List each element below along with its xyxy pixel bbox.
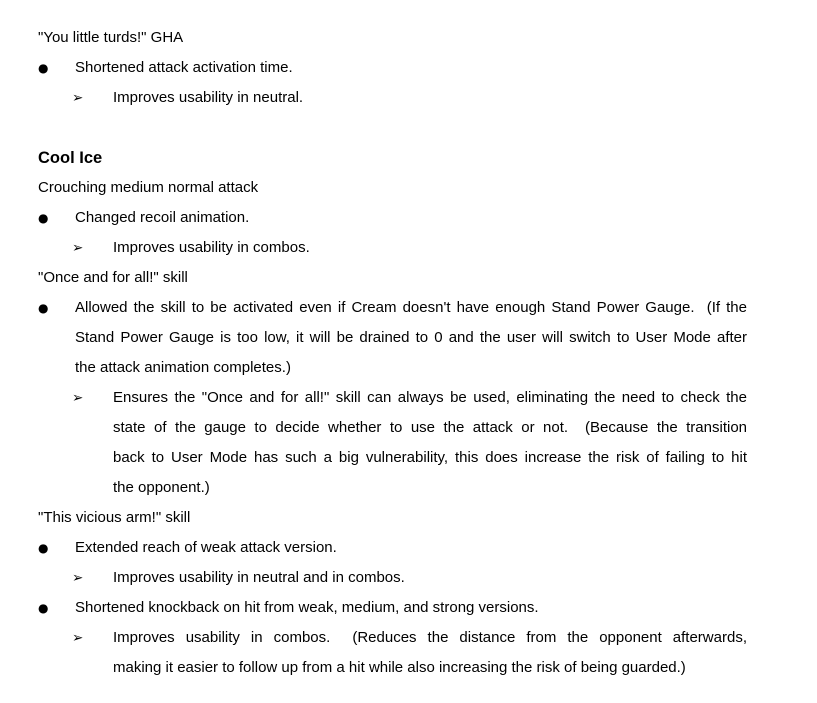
bullet-line: Allowed the skill to be activated even if Cream doesn't have enough Stand Power Gauge. (If the bbox=[75, 299, 747, 316]
bullet-icon: ● bbox=[38, 601, 49, 615]
arrow-bullet-icon: ➢ bbox=[72, 240, 84, 256]
bullet-item bbox=[38, 53, 747, 83]
bullet-line: Extended reach of weak attack version. bbox=[75, 539, 337, 556]
arrow-bullet-icon: ➢ bbox=[72, 390, 84, 406]
sub-bullet-line: making it easier to follow up from a hit while also increasing the risk of being guarded.) bbox=[113, 659, 686, 676]
sub-bullet-line: state of the gauge to decide whether to use the attack or not. (Because the transition bbox=[113, 419, 747, 436]
sub-bullet-line: the opponent.) bbox=[113, 479, 210, 496]
paragraph-crouching-attack: Crouching medium normal attack bbox=[38, 179, 259, 196]
bullet-line: Stand Power Gauge is too low, it will be drained to 0 and the user will switch to User Mode after bbox=[75, 329, 747, 346]
bullet-text bbox=[75, 593, 747, 623]
bullet-item bbox=[38, 533, 747, 563]
sub-bullet-text bbox=[113, 233, 747, 263]
sub-bullet-line: Improves usability in neutral and in combos. bbox=[113, 569, 405, 586]
bullet-text bbox=[75, 293, 747, 383]
sub-bullet-line: Ensures the "Once and for all!" skill can always be used, eliminating the need to check the bbox=[113, 389, 747, 406]
sub-bullet-item bbox=[38, 623, 747, 683]
sub-bullet-text bbox=[113, 563, 747, 593]
bullet-icon: ● bbox=[38, 211, 49, 225]
arrow-bullet-icon: ➢ bbox=[72, 90, 84, 106]
bullet-item bbox=[38, 293, 747, 383]
sub-bullet-item bbox=[38, 383, 747, 503]
sub-bullet-line: Improves usability in combos. (Reduces the distance from the opponent afterwards, bbox=[113, 629, 747, 646]
bullet-icon: ● bbox=[38, 301, 49, 315]
bullet-line: Shortened knockback on hit from weak, medium, and strong versions. bbox=[75, 599, 539, 616]
paragraph-this-vicious-arm-skill: "This vicious arm!" skill bbox=[38, 509, 191, 526]
sub-bullet-item bbox=[38, 83, 747, 113]
sub-bullet-text bbox=[113, 383, 747, 503]
bullet-line: Shortened attack activation time. bbox=[75, 59, 293, 76]
paragraph-once-and-for-all-skill: "Once and for all!" skill bbox=[38, 269, 188, 286]
bullet-text bbox=[75, 533, 747, 563]
section-heading-cool-ice: Cool Ice bbox=[38, 149, 103, 167]
bullet-icon: ● bbox=[38, 61, 49, 75]
sub-bullet-text bbox=[113, 83, 747, 113]
sub-bullet-item bbox=[38, 233, 747, 263]
bullet-item bbox=[38, 203, 747, 233]
bullet-icon: ● bbox=[38, 541, 49, 555]
sub-bullet-line: Improves usability in combos. bbox=[113, 239, 310, 256]
arrow-bullet-icon: ➢ bbox=[72, 630, 84, 646]
patch-notes-document bbox=[38, 23, 747, 683]
sub-bullet-item bbox=[38, 563, 747, 593]
bullet-line: Changed recoil animation. bbox=[75, 209, 250, 226]
arrow-bullet-icon: ➢ bbox=[72, 570, 84, 586]
paragraph-gha-title: "You little turds!" GHA bbox=[38, 29, 184, 46]
sub-bullet-line: Improves usability in neutral. bbox=[113, 89, 304, 106]
blank-line bbox=[38, 113, 747, 143]
sub-bullet-text bbox=[113, 623, 747, 683]
sub-bullet-line: back to User Mode has such a big vulnerability, this does increase the risk of failing to hit bbox=[113, 449, 747, 466]
bullet-text bbox=[75, 53, 747, 83]
bullet-text bbox=[75, 203, 747, 233]
bullet-item bbox=[38, 593, 747, 623]
bullet-line: the attack animation completes.) bbox=[75, 359, 291, 376]
